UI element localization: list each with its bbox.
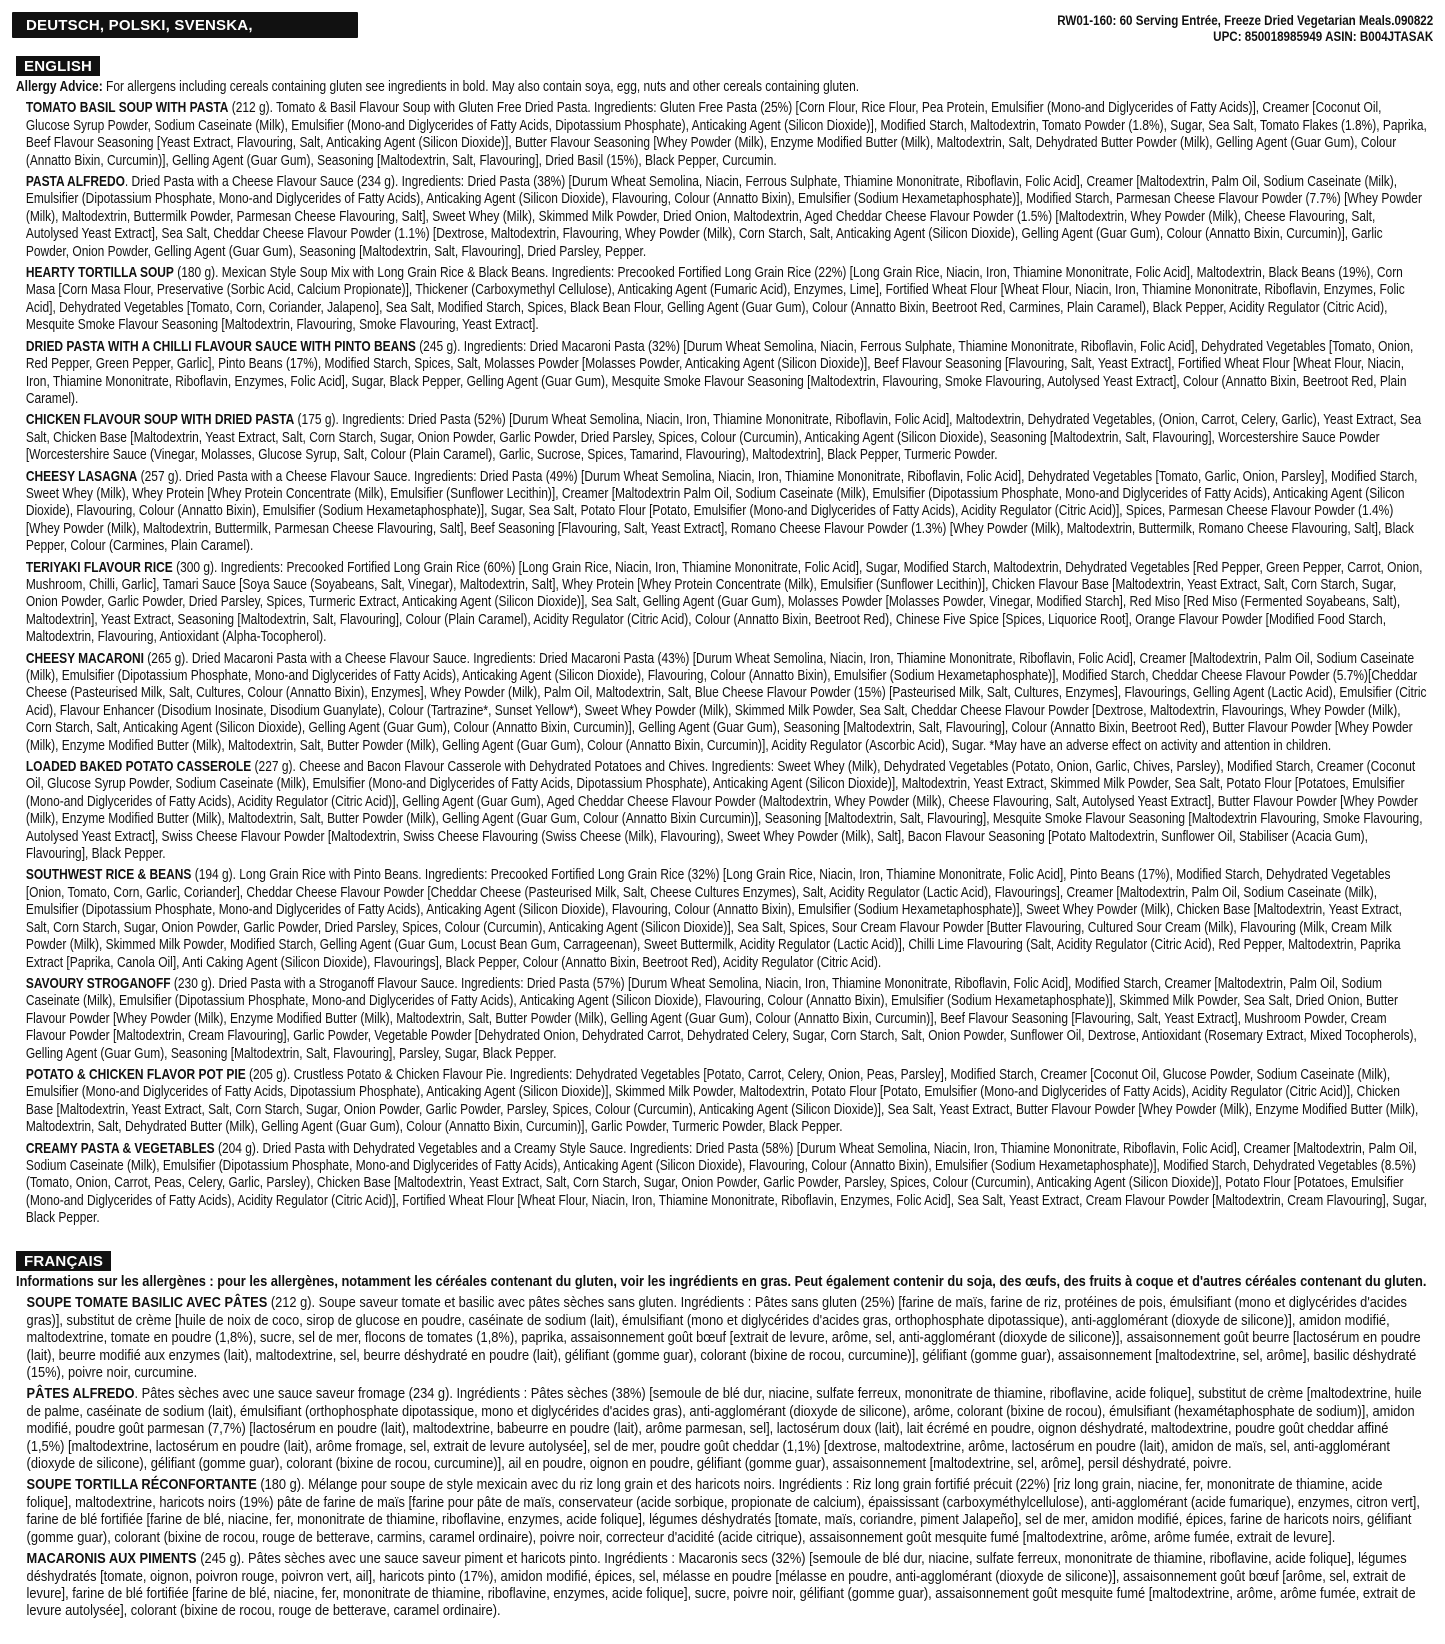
product-name: SAVOURY STROGANOFF	[25, 975, 171, 992]
product-entry	[16, 759, 1428, 863]
product-name: CHEESY LASAGNA	[25, 468, 138, 485]
product-name: DRIED PASTA WITH A CHILLI FLAVOUR SAUCE WITH PINTO BEANS	[25, 338, 416, 355]
product-ingredients: (194 g). Long Grain Rice with Pinto Beans. Ingredients: Precooked Fortified Long Grain Rice (32%) [Long Grain Rice, Niacin, Iron, Thiamine Mononitrate, Folic Acid], Pinto Beans (17%), Modified Starch, Dehydrated Vegetables [Onion, Tomato, Corn, Garlic, Coriander], Cheddar Cheese Flavour Powder [Cheddar Cheese (Pasteurised Milk, Salt, Cheese Cultures Enzymes), Salt, Acidity Regulator (Lactic Acid), Flavourings], Creamer [Maltodextrin, Palm Oil, Sodium Caseinate (Milk), Emulsifier (Dipotassium Phosphate, Mono-and Diglycerides of Fatty Acids), Anticaking Agent (Silicon Dioxide), Flavouring, Colour (Annatto Bixin), Emulsifier (Sodium Hexametaphosphate)], Sweet Whey Powder (Milk), Chicken Base [Maltodextrin, Yeast Extract, Salt, Corn Starch, Sugar, Onion Powder, Garlic Powder, Dried Parsley, Spices, Colour (Curcumin), Anticaking Agent (Silicon Dioxide)], Sea Salt, Spices, Sour Cream Flavour Powder [Butter Flavouring, Cultured Sour Cream (Milk), Flavouring (Milk, Cream Milk Powder (Milk), Skimmed Milk Powder, Modified Starch, Gelling Agent (Guar Gum, Locust Bean Gum, Carrageenan), Sweet Buttermilk, Acidity Regulator (Lactic Acid)], Chilli Lime Flavouring (Salt, Acidity Regulator (Citric Acid), Red Pepper, Maltodextrin, Paprika Extract [Paprika, Canola Oil], Anti Caking Agent (Silicon Dioxide), Flavourings], Black Pepper, Colour (Annatto Bixin, Beetroot Red), Acidity Regulator (Citric Acid).	[25, 867, 1402, 971]
document-ids: UPC: 850018985949 ASIN: B004JTASAK	[1212, 29, 1433, 44]
product-entry	[16, 651, 1428, 755]
product-ingredients: (245 g). Pâtes sèches avec une sauce saveur piment et haricots pinto. Ingrédients : Macaronis secs (32%) [semoule de blé dur, niacine, sulfate ferreux, mononitrate de thiamine, riboflavine, acide folique], légumes déshydratés [tomate, oignon, poivron rouge, poivron vert, ail], haricots pinto (17%), amidon modifié, épices, sel, mélasse en poudre [mélasse en poudre, anti-agglomérant (dioxyde de silicone)], assaisonnement goût bœuf [arôme, sel, extrait de levure], farine de blé fortifiée [farine de blé, niacine, fer, mononitrate de thiamine, riboflavine, enzymes, acide folique], sucre, poivre noir, gélifiant (gomme guar), assaisonnement goût mesquite fumé [maltodextrine, arôme, arôme fumée, extrait de levure autolysée], colorant (bixine de rocou, rouge de betterave, caramel ordinaire).	[26, 1551, 1416, 1620]
product-ingredients: (265 g). Dried Macaroni Pasta with a Cheese Flavour Sauce. Ingredients: Dried Macaroni Pasta (43%) [Durum Wheat Semolina, Niacin, Iron, Thiamine Mononitrate, Riboflavin, Folic Acid], Creamer [Maltodextrin, Palm Oil, Sodium Caseinate (Milk), Emulsifier (Dipotassium Phosphate, Mono-and Diglycerides of Fatty Acids), Anticaking Agent (Silicon Dioxide), Flavouring, Colour (Annatto Bixin), Emulsifier (Sodium Hexametaphosphate)], Modified Starch, Cheddar Cheese Flavour Powder (5.7%)[Cheddar Cheese (Pasteurised Milk, Salt, Cultures, Colour (Annatto Bixin), Enzymes], Whey Powder (Milk), Palm Oil, Maltodextrin, Salt, Blue Cheese Flavour Powder (15%) [Pasteurised Milk, Salt, Cultures, Enzymes], Flavourings, Gelling Agent (Lactic Acid), Emulsifier (Citric Acid), Flavour Enhancer (Disodium Inosinate, Disodium Guanylate), Colour (Tartrazine*, Sunset Yellow*), Sweet Whey Powder (Milk), Skimmed Milk Powder, Sea Salt, Cheddar Cheese Flavour Powder [Dextrose, Maltodextrin, Flavourings, Whey Powder (Milk), Corn Starch, Salt, Anticaking Agent (Silicon Dioxide), Gelling Agent (Guar Gum), Colour (Annatto Bixin, Curcumin)], Gelling Agent (Guar Gum), Seasoning [Maltodextrin, Salt, Flavouring], Colour (Annatto Bixin, Beetroot Red), Butter Flavour Powder [Whey Powder (Milk), Enzyme Modified Butter (Milk), Maltodextrin, Salt, Butter Powder (Milk), Gelling Agent (Guar Gum), Colour (Annatto Bixin, Curcumin)], Acidity Regulator (Ascorbic Acid), Sugar. *May have an adverse effect on activity and attention in children.	[25, 650, 1427, 754]
product-ingredients: (204 g). Dried Pasta with Dehydrated Vegetables and a Creamy Style Sauce. Ingredients: Dried Pasta (58%) [Durum Wheat Semolina, Niacin, Iron, Thiamine Mononitrate, Riboflavin, Folic Acid], Creamer [Maltodextrin, Palm Oil, Sodium Caseinate (Milk), Emulsifier (Dipotassium Phosphate, Mono-and Diglycerides of Fatty Acids), Anticaking Agent (Silicon Dioxide), Flavouring, Colour (Annatto Bixin), Emulsifier (Sodium Hexametaphosphate)], Modified Starch, Dehydrated Vegetables (8.5%) (Tomato, Onion, Carrot, Peas, Celery, Garlic, Parsley), Chicken Base [Maltodextrin, Yeast Extract, Salt, Corn Starch, Sugar, Onion Powder, Garlic Powder, Parsley, Spices, Colour (Curcumin), Anticaking Agent (Silicon Dioxide)], Potato Flour [Potatoes, Emulsifier (Mono-and Diglycerides of Fatty Acids), Acidity Regulator (Citric Acid)], Fortified Wheat Flour [Wheat Flour, Niacin, Iron, Thiamine Mononitrate, Riboflavin, Enzymes, Folic Acid], Sea Salt, Yeast Extract, Cream Flavour Powder [Maltodextrin, Cream Flavouring], Sugar, Black Pepper.	[25, 1140, 1427, 1227]
product-ingredients: (212 g). Tomato & Basil Flavour Soup with Gluten Free Dried Pasta. Ingredients: Gluten Free Pasta (25%) [Corn Flour, Rice Flour, Pea Protein, Emulsifier (Mono-and Diglycerides of Fatty Acids)], Creamer [Coconut Oil, Glucose Syrup Powder, Sodium Caseinate (Milk), Emulsifier (Mono-and Diglycerides of Fatty Acids, Dipotassium Phosphate), Anticaking Agent (Silicon Dioxide)], Modified Starch, Maltodextrin, Tomato Powder (1.8%), Sugar, Sea Salt, Tomato Flakes (1.8%), Paprika, Beef Flavour Seasoning [Yeast Extract, Flavouring, Salt, Anticaking Agent (Silicon Dioxide)], Butter Flavour Seasoning [Whey Powder (Milk), Enzyme Modified Butter (Milk), Maltodextrin, Salt, Dehydrated Butter Powder (Milk), Gelling Agent (Guar Gum), Colour (Annatto Bixin, Curcumin)], Gelling Agent (Guar Gum), Seasoning [Maltodextrin, Salt, Flavouring], Dried Basil (15%), Black Pepper, Curcumin.	[25, 100, 1427, 169]
product-entry	[16, 174, 1428, 261]
product-ingredients: . Pâtes sèches avec une sauce saveur fromage (234 g). Ingrédients : Pâtes sèches (38%) [semoule de blé dur, niacine, sulfate ferreux, mononitrate de thiamine, riboflavine, acide folique], substitut de crème [maltodextrine, huile de palme, caséinate de sodium (lait), émulsifiant (orthophosphate dipotassique, mono et diglycérides d'acides gras), anti-agglomérant (dioxyde de silicone), arôme, colorant (bixine de rocou), émulsifiant (hexamétaphosphate de sodium)], amidon modifié, poudre goût parmesan (7,7%) [lactosérum en poudre (lait), maltodextrine, babeurre en poudre (lait), arôme parmesan, sel], lactosérum doux (lait), lait écrémé en poudre, oignon déshydraté, maltodextrine, poudre goût cheddar affiné (1,5%) [maltodextrine, lactosérum en poudre (lait), arôme fromage, sel, extrait de levure autolysée], sel de mer, poudre goût cheddar (1,1%) [dextrose, maltodextrine, arôme, lactosérum en poudre (lait), amidon de maïs, sel, anti-agglomérant (dioxyde de silicone), gélifiant (gomme guar), colorant (bixine de rocou, curcumine)], ail en poudre, oignon en poudre, gélifiant (gomme guar), assaisonnement [maltodextrine, sel, arôme], persil déshydraté, poivre.	[26, 1386, 1422, 1473]
product-name: PASTA ALFREDO	[25, 174, 125, 191]
document-title: RW01-160: 60 Serving Entrée, Freeze Dried Vegetarian Meals.090822	[1056, 13, 1433, 28]
product-name: LOADED BAKED POTATO CASSEROLE	[25, 759, 252, 776]
product-ingredients: (212 g). Soupe saveur tomate et basilic avec pâtes sèches sans gluten. Ingrédients : Pâtes sans gluten (25%) [farine de maïs, farine de riz, protéines de pois, émulsifiant (mono et diglycérides d'acides gras)], substitut de crème [huile de noix de coco, sirop de glucose en poudre, caséinate de sodium (lait), émulsifiant (mono et diglycérides d'acides gras, orthophosphate dipotassique), anti-agglomérant (dioxyde de silicone)], amidon modifié, maltodextrine, tomate en poudre (1,8%), sucre, sel de mer, flocons de tomates (1,8%), paprika, assaisonnement goût bœuf [extrait de levure, arôme, sel, anti-agglomérant (dioxyde de silicone)], assaisonnement goût beurre [lactosérum en poudre (lait), beurre modifié aux enzymes (lait), maltodextrine, sel, beurre déshydraté en poudre (lait), gélifiant (gomme guar), colorant (bixine de rocou, curcumine)], gélifiant (gomme guar), assaisonnement [maltodextrine, sel, arôme], basilic déshydraté (15%), poivre noir, curcumine.	[26, 1295, 1421, 1382]
english-allergy-advice	[16, 79, 1428, 96]
languages-tab: DEUTSCH, POLSKI, SVENSKA, NEDERLAND	[12, 12, 358, 38]
french-product-list	[16, 1295, 1428, 1620]
product-name: MACARONIS AUX PIMENTS	[26, 1551, 197, 1568]
english-product-list	[16, 100, 1428, 1227]
product-ingredients: (205 g). Crustless Potato & Chicken Flavour Pie. Ingredients: Dehydrated Vegetables [Potato, Carrot, Celery, Onion, Peas, Parsley], Modified Starch, Creamer [Coconut Oil, Glucose Powder, Sodium Caseinate (Milk), Emulsifier (Mono-and Diglycerides of Fatty Acids, Dipotassium Phosphate), Anticaking Agent (Silicon Dioxide)], Skimmed Milk Powder, Maltodextrin, Potato Flour [Potato, Emulsifier (Mono-and Diglycerides of Fatty Acids), Acidity Regulator (Citric Acid)], Chicken Base [Maltodextrin, Yeast Extract, Salt, Corn Starch, Sugar, Onion Powder, Garlic Powder, Parsley, Spices, Colour (Curcumin), Anticaking Agent (Silicon Dioxide)], Sea Salt, Yeast Extract, Butter Flavour Powder [Whey Powder (Milk), Enzyme Modified Butter (Milk), Maltodextrin, Salt, Dehydrated Butter (Milk), Gelling Agent (Guar Gum), Colour (Annatto Bixin, Curcumin)], Garlic Powder, Turmeric Powder, Black Pepper.	[25, 1066, 1419, 1136]
product-name: TERIYAKI FLAVOUR RICE	[25, 559, 173, 576]
product-name: SOUPE TOMATE BASILIC AVEC PÂTES	[26, 1295, 268, 1312]
product-entry	[16, 867, 1428, 971]
product-entry	[16, 1551, 1428, 1621]
product-name: POTATO & CHICKEN FLAVOR POT PIE	[25, 1066, 246, 1083]
product-name: HEARTY TORTILLA SOUP	[25, 265, 174, 282]
product-entry	[16, 265, 1428, 335]
product-ingredients: (245 g). Ingredients: Dried Macaroni Pasta (32%) [Durum Wheat Semolina, Niacin, Ferrous Sulphate, Thiamine Mononitrate, Riboflavin, Folic Acid], Dehydrated Vegetables [Tomato, Onion, Red Pepper, Green Pepper, Garlic], Pinto Beans (17%), Modified Starch, Spices, Salt, Molasses Powder [Molasses Powder, Anticaking Agent (Silicon Dioxide)], Beef Flavour Seasoning [Flavouring, Salt, Yeast Extract], Fortified Wheat Flour [Wheat Flour, Niacin, Iron, Thiamine Mononitrate, Riboflavin, Enzymes, Folic Acid], Sugar, Black Pepper, Gelling Agent (Guar Gum), Mesquite Smoke Flavour Seasoning [Maltodextrin, Flavouring, Smoke Flavouring, Autolysed Yeast Extract], Colour (Annatto Bixin, Beetroot Red, Plain Caramel).	[25, 338, 1414, 407]
product-entry	[16, 1141, 1428, 1228]
product-name: SOUPE TORTILLA RÉCONFORTANTE	[26, 1477, 257, 1494]
product-ingredients: . Dried Pasta with a Cheese Flavour Sauce (234 g). Ingredients: Dried Pasta (38%) [Durum Wheat Semolina, Niacin, Ferrous Sulphate, Thiamine Mononitrate, Riboflavin, Folic Acid], Creamer [Maltodextrin, Palm Oil, Sodium Caseinate (Milk), Emulsifier (Dipotassium Phosphate, Mono-and Diglycerides of Fatty Acids), Anticaking Agent (Silicon Dioxide), Flavouring, Colour (Annatto Bixin), Emulsifier (Sodium Hexametaphosphate)], Modified Starch, Parmesan Cheese Flavour Powder (7.7%) [Whey Powder (Milk), Maltodextrin, Buttermilk Powder, Parmesan Cheese Flavouring, Salt], Sweet Whey (Milk), Skimmed Milk Powder, Dried Onion, Maltodextrin, Aged Cheddar Cheese Flavour Powder (1.5%) [Maltodextrin, Whey Powder (Milk), Cheese Flavouring, Salt, Autolysed Yeast Extract], Sea Salt, Cheddar Cheese Flavour Powder (1.1%) [Dextrose, Maltodextrin, Flavouring, Whey Powder (Milk), Corn Starch, Salt, Anticaking Agent (Silicon Dioxide), Gelling Agent (Guar Gum), Colour (Annatto Bixin, Curcumin)], Garlic Powder, Onion Powder, Gelling Agent (Guar Gum), Seasoning [Maltodextrin, Salt, Flavouring], Dried Parsley, Pepper.	[25, 174, 1422, 260]
product-entry	[16, 1067, 1428, 1137]
document-meta	[1057, 13, 1433, 45]
product-ingredients: (180 g). Mélange pour soupe de style mexicain avec du riz long grain et des haricots noirs. Ingrédients : Riz long grain fortifié précuit (22%) [riz long grain, niacine, fer, mononitrate de thiamine, acide folique], maltodextrine, haricots noirs (19%) pâte de farine de maïs [farine pour pâte de maïs, conservateur (acide sorbique, propionate de calcium), épaississant (carboxyméthylcellulose), anti-agglomérant (acide fumarique), enzymes, citron vert], farine de blé fortifiée [farine de blé, niacine, fer, mononitrate de thiamine, riboflavine, enzymes, acide folique], légumes déshydratés [tomate, maïs, coriandre, piment Jalapeño], sel de mer, amidon modifié, épices, farine de haricots noirs, gélifiant (gomme guar), colorant (bixine de rocou, rouge de betterave, carmins, caramel ordinaire), poivre noir, correcteur d'acidité (acide citrique), assaisonnement goût mesquite fumé [maltodextrine, arôme, arôme fumée, extrait de levure].	[26, 1477, 1420, 1546]
french-allergy-advice: Informations sur les allergènes : pour les allergènes, notamment les céréales contenant du gluten, voir les ingrédients en gras. Peut également contenir du soja, des œufs, des fruits à coque et d'autres céréales contenant du gluten.	[16, 1274, 1427, 1290]
product-entry	[16, 976, 1428, 1063]
product-entry	[16, 1295, 1428, 1382]
product-entry	[16, 469, 1428, 556]
product-ingredients: (230 g). Dried Pasta with a Stroganoff Flavour Sauce. Ingredients: Dried Pasta (57%) [Durum Wheat Semolina, Niacin, Iron, Thiamine Mononitrate, Riboflavin, Folic Acid], Modified Starch, Creamer [Maltodextrin, Palm Oil, Sodium Caseinate (Milk), Emulsifier (Dipotassium Phosphate, Mono-and Diglycerides of Fatty Acids), Anticaking Agent (Silicon Dioxide), Flavouring, Colour (Annatto Bixin), Emulsifier (Sodium Hexametaphosphate)], Skimmed Milk Powder, Sea Salt, Dried Onion, Butter Flavour Powder [Whey Powder (Milk), Enzyme Modified Butter (Milk), Maltodextrin, Salt, Butter Powder (Milk), Gelling Agent (Guar Gum), Colour (Annatto Bixin, Curcumin)], Beef Flavour Seasoning [Flavouring, Salt, Yeast Extract], Mushroom Powder, Cream Flavour Powder [Maltodextrin, Cream Flavouring], Garlic Powder, Vegetable Powder [Dehydrated Onion, Dehydrated Carrot, Dehydrated Celery, Sugar, Corn Starch, Salt, Onion Powder, Sunflower Oil, Dextrose, Antioxidant (Rosemary Extract, Mixed Tocopherols), Gelling Agent (Guar Gum), Seasoning [Maltodextrin, Salt, Flavouring], Parsley, Sugar, Black Pepper.	[25, 975, 1417, 1062]
product-entry	[16, 100, 1428, 170]
product-ingredients: (175 g). Ingredients: Dried Pasta (52%) [Durum Wheat Semolina, Niacin, Iron, Thiamine Mononitrate, Riboflavin, Folic Acid], Maltodextrin, Dehydrated Vegetables, (Onion, Carrot, Celery, Garlic), Yeast Extract, Sea Salt, Chicken Base [Maltodextrin, Yeast Extract, Salt, Corn Starch, Sugar, Onion Powder, Garlic Powder, Dried Parsley, Spices, Colour (Curcumin), Anticaking Agent (Silicon Dioxide), Seasoning [Maltodextrin, Salt, Flavouring], Worcestershire Sauce Powder [Worcestershire Sauce (Vinegar, Molasses, Glucose Syrup, Salt, Colour (Plain Caramel), Garlic, Sucrose, Spices, Tamarind, Flavouring), Maltodextrin], Black Pepper, Turmeric Powder.	[25, 412, 1422, 464]
product-name: SOUTHWEST RICE & BEANS	[25, 867, 192, 884]
english-section	[16, 79, 1428, 1232]
product-name: CHEESY MACARONI	[25, 650, 144, 667]
product-name: CHICKEN FLAVOUR SOUP WITH DRIED PASTA	[25, 412, 295, 429]
product-name: PÂTES ALFREDO	[26, 1386, 135, 1403]
product-entry	[16, 560, 1428, 647]
product-name: CREAMY PASTA & VEGETABLES	[25, 1140, 215, 1157]
french-section-tab: FRANÇAIS	[16, 1251, 111, 1271]
product-entry	[16, 412, 1428, 464]
product-ingredients: (257 g). Dried Pasta with a Cheese Flavour Sauce. Ingredients: Dried Pasta (49%) [Durum Wheat Semolina, Niacin, Iron, Thiamine Mononitrate, Riboflavin, Folic Acid], Dehydrated Vegetables [Tomato, Garlic, Onion, Parsley], Modified Starch, Sweet Whey (Milk), Whey Protein [Whey Protein Concentrate (Milk), Emulsifier (Sunflower Lecithin)], Creamer [Maltodextrin Palm Oil, Sodium Caseinate (Milk), Emulsifier (Dipotassium Phosphate, Mono-and Diglycerides of Fatty Acids), Anticaking Agent (Silicon Dioxide), Flavouring, Colour (Annatto Bixin), Emulsifier (Sodium Hexametaphosphate)], Sugar, Sea Salt, Potato Flour [Potato, Emulsifier (Mono-and Diglycerides of Fatty Acids), Acidity Regulator (Citric Acid)], Spices, Parmesan Cheese Flavour Powder (1.4%) [Whey Powder (Milk), Maltodextrin, Buttermilk, Parmesan Cheese Flavouring, Salt], Beef Seasoning [Flavouring, Salt, Yeast Extract], Romano Cheese Flavour Powder (1.3%) [Whey Powder (Milk), Maltodextrin, Buttermilk, Romano Cheese Flavouring, Salt], Black Pepper, Colour (Carmines, Plain Caramel).	[25, 468, 1418, 555]
allergy-label: Allergy Advice:	[16, 79, 103, 95]
product-entry	[16, 339, 1428, 409]
product-ingredients: (180 g). Mexican Style Soup Mix with Long Grain Rice & Black Beans. Ingredients: Precooked Fortified Long Grain Rice (22%) [Long Grain Rice, Niacin, Iron, Thiamine Mononitrate, Folic Acid], Maltodextrin, Black Beans (19%), Corn Masa [Corn Masa Flour, Preservative (Sorbic Acid, Calcium Propionate)], Thickener (Carboxymethyl Cellulose), Anticaking Agent (Fumaric Acid), Enzymes, Lime], Fortified Wheat Flour [Wheat Flour, Niacin, Iron, Thiamine Mononitrate, Riboflavin, Enzymes, Folic Acid], Dehydrated Vegetables [Tomato, Corn, Coriander, Jalapeno], Sea Salt, Modified Starch, Spices, Black Bean Flour, Gelling Agent (Guar Gum), Colour (Annatto Bixin, Beetroot Red, Carmines, Plain Caramel), Black Pepper, Acidity Regulator (Citric Acid), Mesquite Smoke Flavour Seasoning [Maltodextrin, Flavouring, Smoke Flavouring, Yeast Extract].	[25, 265, 1405, 334]
product-ingredients: (227 g). Cheese and Bacon Flavour Casserole with Dehydrated Potatoes and Chives. Ingredients: Sweet Whey (Milk), Dehydrated Vegetables (Potato, Onion, Garlic, Chives, Parsley), Modified Starch, Creamer (Coconut Oil, Glucose Syrup Powder, Sodium Caseinate (Milk), Emulsifier (Mono-and Diglycerides of Fatty Acids, Dipotassium Phosphate), Anticaking Agent (Silicon Dioxide)], Maltodextrin, Yeast Extract, Skimmed Milk Powder, Sea Salt, Potato Flour [Potatoes, Emulsifier (Mono-and Diglycerides of Fatty Acids), Acidity Regulator (Citric Acid)], Gelling Agent (Guar Gum), Aged Cheddar Cheese Flavour Powder (Maltodextrin, Whey Powder (Milk), Cheese Flavouring, Salt, Autolysed Yeast Extract], Butter Flavour Powder [Whey Powder (Milk), Enzyme Modified Butter (Milk), Maltodextrin, Salt, Butter Powder (Milk), Gelling Agent (Guar Gum, Colour (Annatto Bixin Curcumin)], Seasoning [Maltodextrin, Salt, Flavouring], Mesquite Smoke Flavour Seasoning [Maltodextrin Flavouring, Smoke Flavouring, Autolysed Yeast Extract], Swiss Cheese Flavour Powder [Maltodextrin, Swiss Cheese Flavouring (Swiss Cheese (Milk), Flavouring), Sweet Whey Powder (Milk), Salt], Bacon Flavour Seasoning [Potato Maltodextrin, Sunflower Oil, Stabiliser (Acacia Gum), Flavouring], Black Pepper.	[25, 759, 1423, 863]
product-name: TOMATO BASIL SOUP WITH PASTA	[25, 100, 229, 117]
french-section	[16, 1274, 1428, 1625]
product-entry	[16, 1477, 1428, 1547]
english-section-tab: ENGLISH	[16, 56, 100, 76]
product-entry	[16, 1386, 1428, 1473]
allergy-text: For allergens including cereals containing gluten see ingredients in bold. May also contain soya, egg, nuts and other cereals containing gluten.	[102, 79, 860, 95]
product-ingredients: (300 g). Ingredients: Precooked Fortified Long Grain Rice (60%) [Long Grain Rice, Niacin, Iron, Thiamine Mononitrate, Folic Acid], Sugar, Modified Starch, Maltodextrin, Dehydrated Vegetables [Red Pepper, Green Pepper, Carrot, Onion, Mushroom, Chilli, Garlic], Tamari Sauce [Soya Sauce (Soyabeans, Salt, Vinegar), Maltodextrin, Salt], Whey Protein [Whey Protein Concentrate (Milk), Emulsifier (Sunflower Lecithin)], Chicken Flavour Base [Maltodextrin, Yeast Extract, Salt, Corn Starch, Sugar, Onion Powder, Garlic Powder, Dried Parsley, Spices, Turmeric Extract, Anticaking Agent (Silicon Dioxide)], Sea Salt, Gelling Agent (Guar Gum), Molasses Powder [Molasses Powder, Vinegar, Modified Starch], Red Miso [Red Miso (Fermented Soyabeans, Salt), Maltodextrin], Yeast Extract, Seasoning [Maltodextrin, Salt, Flavouring], Colour (Plain Caramel), Acidity Regulator (Citric Acid), Colour (Annatto Bixin, Beetroot Red), Chinese Five Spice [Spices, Liquorice Root], Orange Flavour Powder [Modified Food Starch, Maltodextrin, Flavouring, Antioxidant (Alpha-Tocopherol).	[25, 559, 1423, 646]
